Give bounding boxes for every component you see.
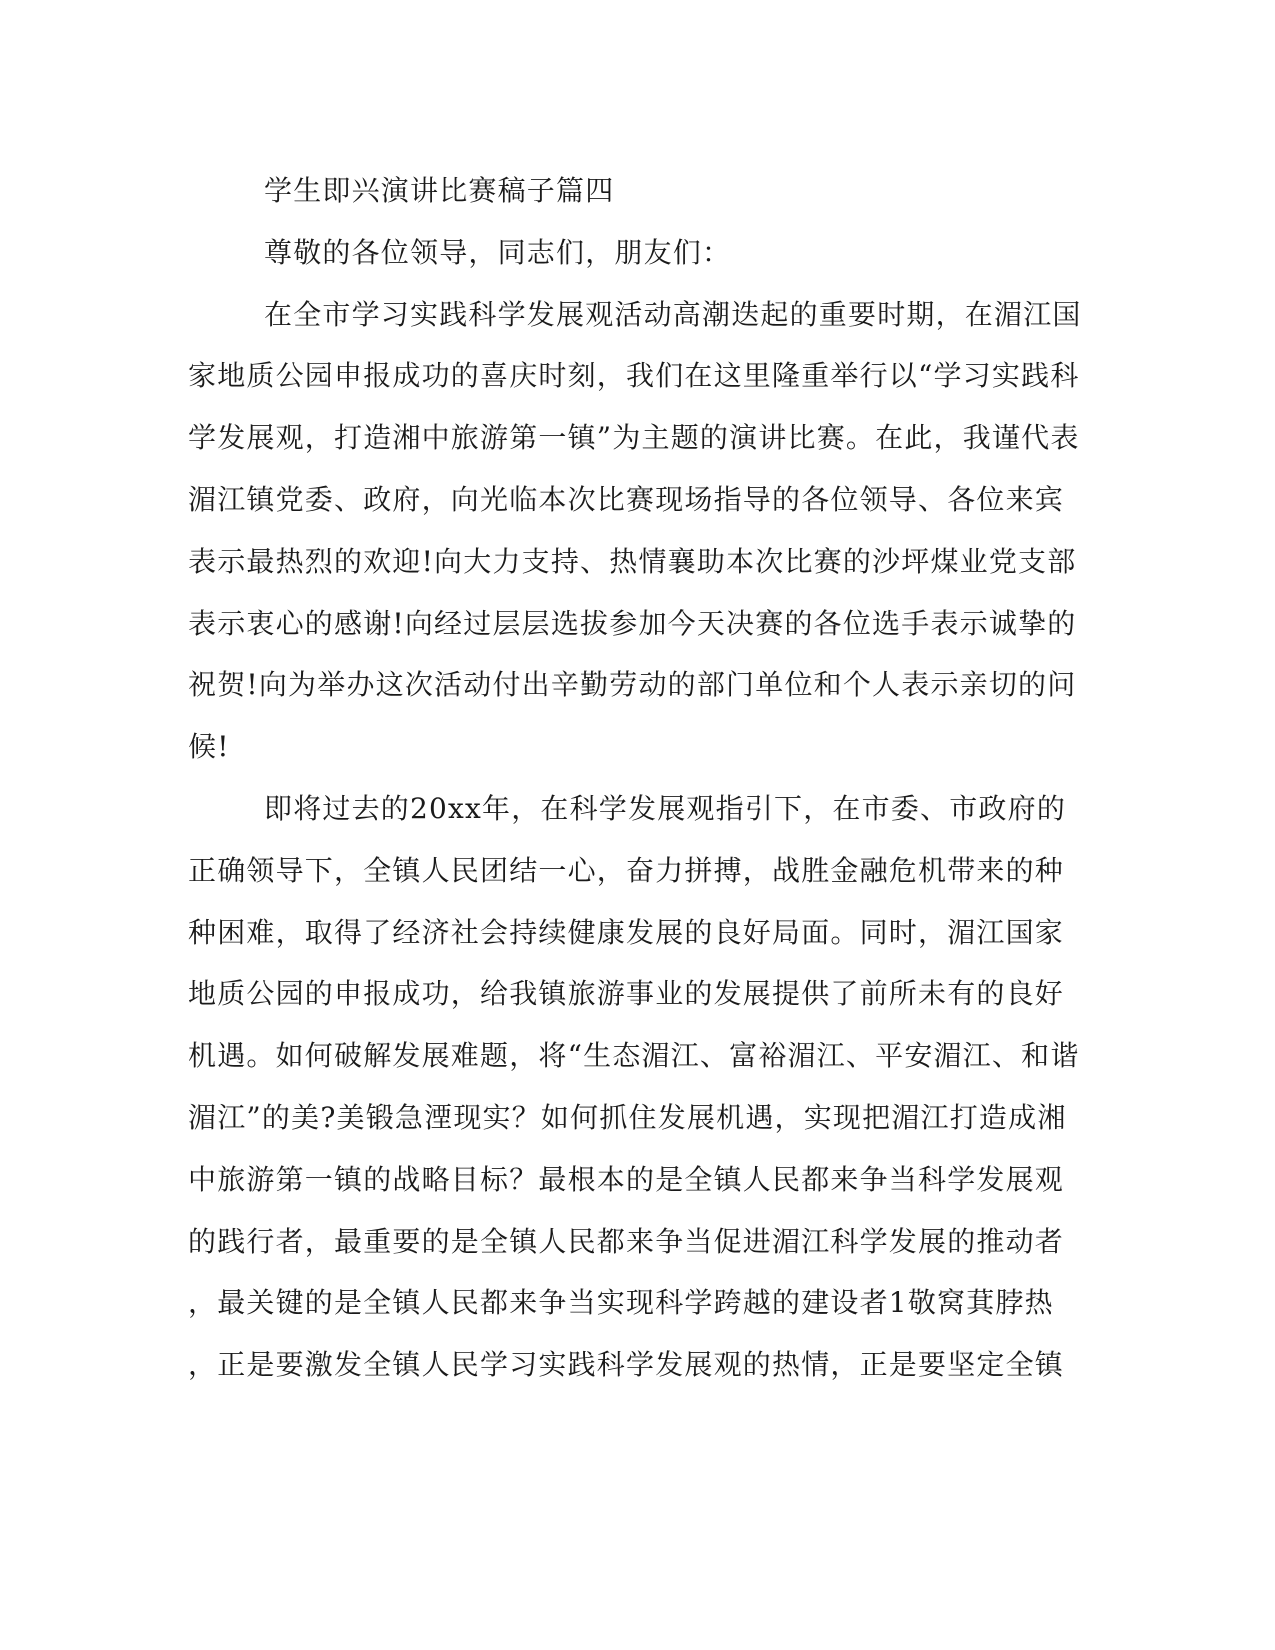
paragraph-line: 祝贺!向为举办这次活动付出辛勤劳动的部门单位和个人表示亲切的问 <box>188 668 1077 702</box>
paragraph-line: 湄江镇党委、政府，向光临本次比赛现场指导的各位领导、各位来宾 <box>188 482 1065 516</box>
paragraph-line: 湄江”的美?美锻急湮现实？如何抓住发展机遇，实现把湄江打造成湘 <box>188 1100 1067 1134</box>
paragraph-line: 在全市学习实践科学发展观活动高潮迭起的重要时期，在湄江国 <box>264 297 1082 331</box>
document-body <box>188 160 1082 1396</box>
paragraph-line: 候! <box>188 730 230 764</box>
salutation: 尊敬的各位领导，同志们，朋友们： <box>264 235 732 269</box>
paragraph-line: 机遇。如何破解发展难题，将“生态湄江、富裕湄江、平安湄江、和谐 <box>188 1039 1080 1073</box>
paragraph-2 <box>188 778 1080 1396</box>
paragraph-line: 表示衷心的感谢!向经过层层选拔参加今天决赛的各位选手表示诚挚的 <box>188 606 1077 640</box>
paragraph-line: 种困难，取得了经济社会持续健康发展的良好局面。同时，湄江国家 <box>188 915 1065 949</box>
paragraph-line: 即将过去的20xx年，在科学发展观指引下，在市委、市政府的 <box>264 791 1067 825</box>
document-title: 学生即兴演讲比赛稿子篇四 <box>264 174 615 207</box>
paragraph-line: 学发展观，打造湘中旅游第一镇”为主题的演讲比赛。在此，我谨代表 <box>188 421 1080 455</box>
paragraph-1 <box>188 284 1082 778</box>
paragraph-line: 家地质公园申报成功的喜庆时刻，我们在这里隆重举行以“学习实践科 <box>188 359 1080 393</box>
paragraph-line: 表示最热烈的欢迎!向大力支持、热情襄助本次比赛的沙坪煤业党支部 <box>188 544 1077 578</box>
paragraph-line: 正确领导下，全镇人民团结一心，奋力拼搏，战胜金融危机带来的种 <box>188 853 1065 887</box>
paragraph-line: ，最关键的是全镇人民都来争当实现科学跨越的建设者1敬窝萁脖热 <box>188 1286 1054 1320</box>
paragraph-line: ，正是要激发全镇人民学习实践科学发展观的热情，正是要坚定全镇 <box>188 1348 1065 1382</box>
paragraph-line: 的践行者，最重要的是全镇人民都来争当促进湄江科学发展的推动者 <box>188 1224 1065 1258</box>
paragraph-line: 地质公园的申报成功，给我镇旅游事业的发展提供了前所未有的良好 <box>188 977 1065 1011</box>
paragraph-line: 中旅游第一镇的战略目标？最根本的是全镇人民都来争当科学发展观 <box>188 1162 1065 1196</box>
